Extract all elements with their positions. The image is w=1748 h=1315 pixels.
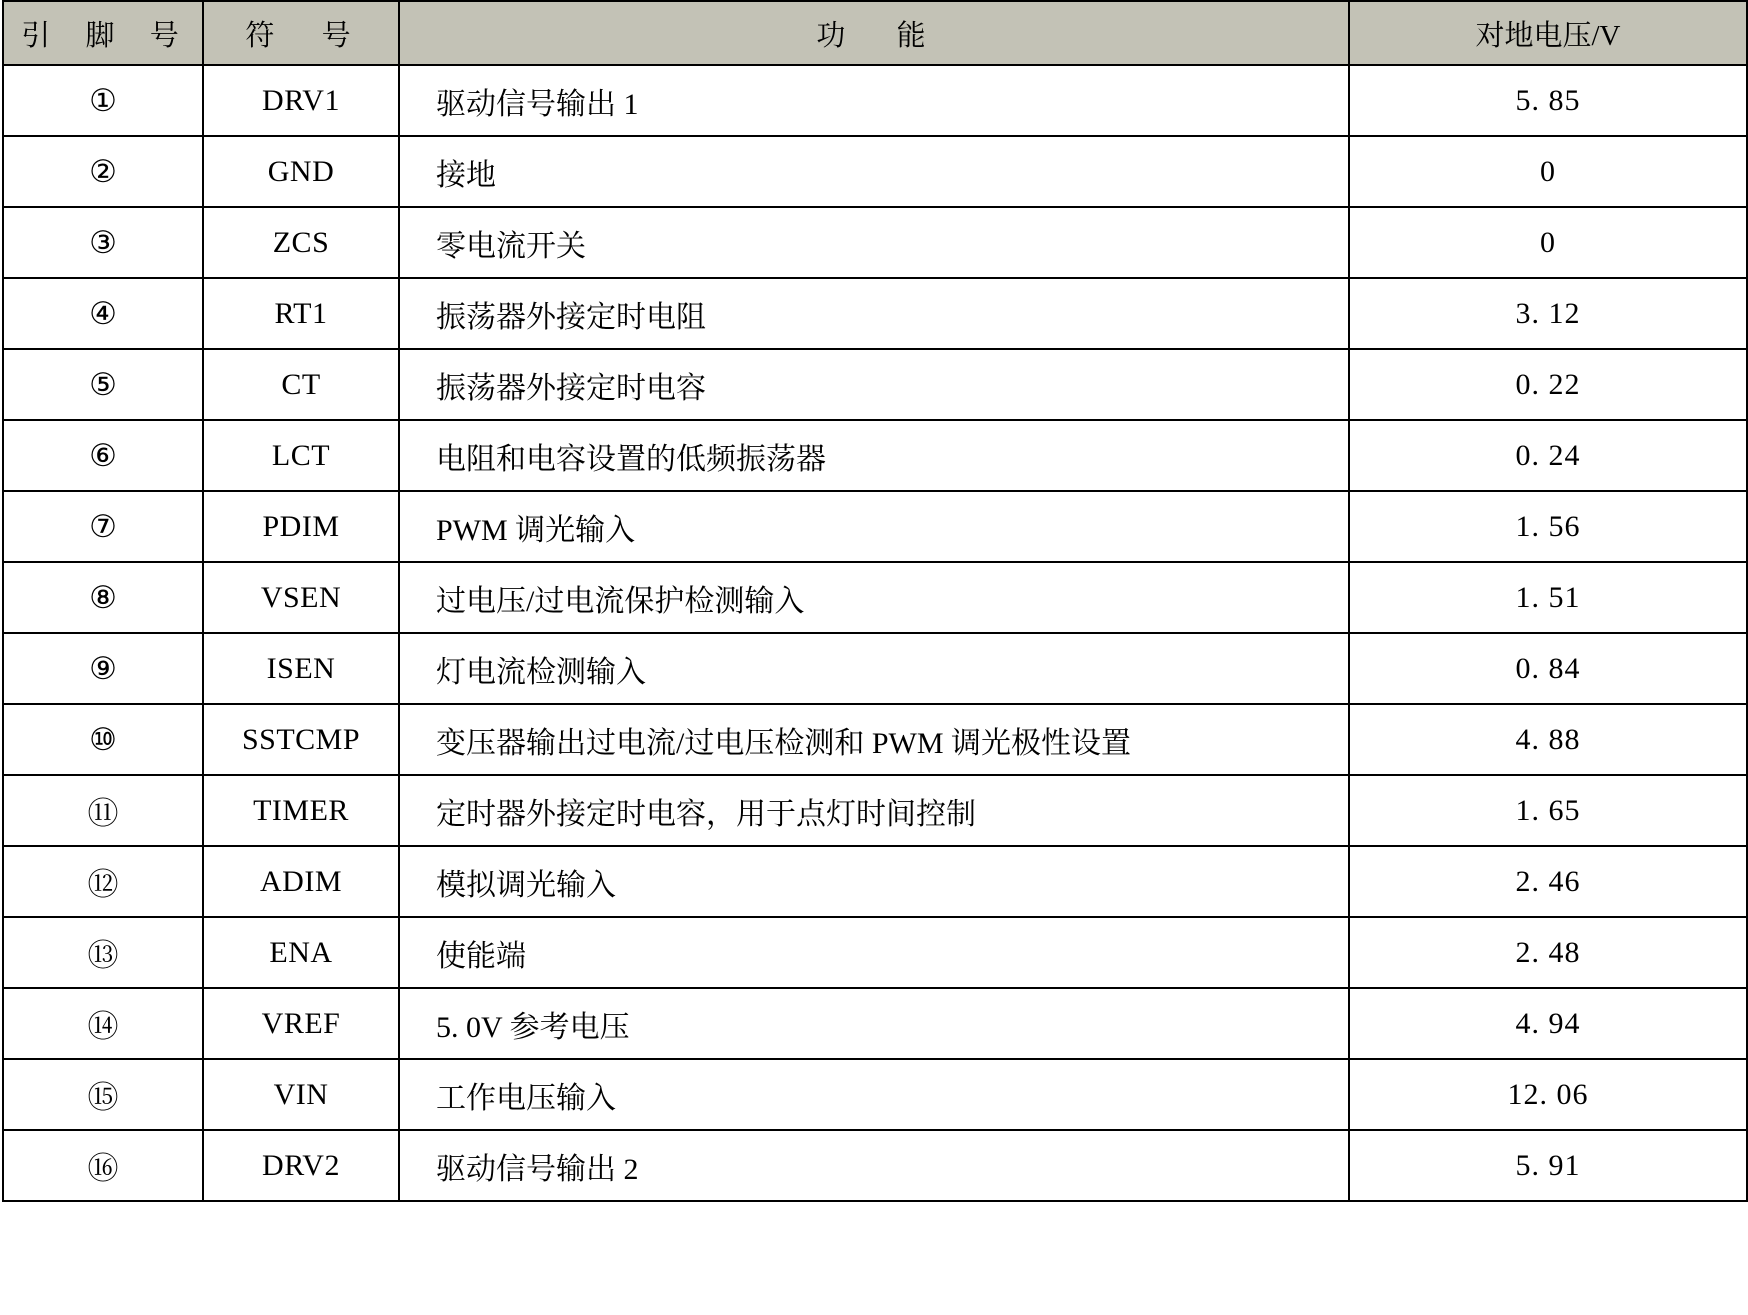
cell-pin-number: ⑤ [3, 349, 203, 420]
cell-voltage: 5. 85 [1349, 65, 1747, 136]
cell-function: 灯电流检测输入 [399, 633, 1349, 704]
cell-symbol: VREF [203, 988, 399, 1059]
cell-pin-number: ⑥ [3, 420, 203, 491]
cell-pin-number: ① [3, 65, 203, 136]
cell-symbol: ZCS [203, 207, 399, 278]
cell-pin-number: ⑧ [3, 562, 203, 633]
pin-function-table [2, 0, 1748, 1202]
cell-function: 变压器输出过电流/过电压检测和 PWM 调光极性设置 [399, 704, 1349, 775]
table-row [3, 704, 1747, 775]
table-row [3, 1130, 1747, 1201]
cell-function: 工作电压输入 [399, 1059, 1349, 1130]
cell-symbol: DRV2 [203, 1130, 399, 1201]
cell-symbol: PDIM [203, 491, 399, 562]
cell-function: 电阻和电容设置的低频振荡器 [399, 420, 1349, 491]
cell-function: 5. 0V 参考电压 [399, 988, 1349, 1059]
table-row [3, 278, 1747, 349]
table-row [3, 420, 1747, 491]
cell-voltage: 1. 56 [1349, 491, 1747, 562]
cell-voltage: 2. 48 [1349, 917, 1747, 988]
cell-voltage: 0 [1349, 207, 1747, 278]
cell-pin-number: ③ [3, 207, 203, 278]
table-row [3, 633, 1747, 704]
column-header-voltage: 对地电压/V [1349, 1, 1747, 65]
cell-function: 过电压/过电流保护检测输入 [399, 562, 1349, 633]
table-header-row [3, 1, 1747, 65]
cell-voltage: 0. 22 [1349, 349, 1747, 420]
cell-function: 驱动信号输出 2 [399, 1130, 1349, 1201]
cell-function: 驱动信号输出 1 [399, 65, 1349, 136]
cell-symbol: VSEN [203, 562, 399, 633]
table-row [3, 207, 1747, 278]
table-row [3, 1059, 1747, 1130]
cell-function: 模拟调光输入 [399, 846, 1349, 917]
cell-pin-number: ⑪ [3, 775, 203, 846]
column-header-symbol: 符 号 [203, 1, 399, 65]
cell-symbol: SSTCMP [203, 704, 399, 775]
table-row [3, 562, 1747, 633]
table-row [3, 917, 1747, 988]
table-row [3, 846, 1747, 917]
cell-voltage: 2. 46 [1349, 846, 1747, 917]
cell-pin-number: ⑩ [3, 704, 203, 775]
cell-function: 接地 [399, 136, 1349, 207]
cell-function: 使能端 [399, 917, 1349, 988]
cell-function: 定时器外接定时电容，用于点灯时间控制 [399, 775, 1349, 846]
cell-symbol: DRV1 [203, 65, 399, 136]
cell-symbol: RT1 [203, 278, 399, 349]
cell-pin-number: ⑯ [3, 1130, 203, 1201]
cell-symbol: TIMER [203, 775, 399, 846]
cell-pin-number: ⑦ [3, 491, 203, 562]
cell-function: 零电流开关 [399, 207, 1349, 278]
column-header-function: 功 能 [399, 1, 1349, 65]
table-row [3, 65, 1747, 136]
cell-voltage: 0. 84 [1349, 633, 1747, 704]
cell-symbol: LCT [203, 420, 399, 491]
cell-symbol: ADIM [203, 846, 399, 917]
table-row [3, 775, 1747, 846]
cell-function: PWM 调光输入 [399, 491, 1349, 562]
table-row [3, 491, 1747, 562]
cell-symbol: ISEN [203, 633, 399, 704]
cell-voltage: 12. 06 [1349, 1059, 1747, 1130]
cell-voltage: 5. 91 [1349, 1130, 1747, 1201]
cell-voltage: 1. 51 [1349, 562, 1747, 633]
cell-voltage: 4. 88 [1349, 704, 1747, 775]
cell-function: 振荡器外接定时电容 [399, 349, 1349, 420]
cell-voltage: 1. 65 [1349, 775, 1747, 846]
cell-voltage: 0. 24 [1349, 420, 1747, 491]
cell-pin-number: ② [3, 136, 203, 207]
cell-pin-number: ④ [3, 278, 203, 349]
cell-pin-number: ⑬ [3, 917, 203, 988]
column-header-pin-number: 引 脚 号 [3, 1, 203, 65]
cell-voltage: 3. 12 [1349, 278, 1747, 349]
table-header [3, 1, 1747, 65]
cell-pin-number: ⑫ [3, 846, 203, 917]
cell-pin-number: ⑮ [3, 1059, 203, 1130]
cell-symbol: ENA [203, 917, 399, 988]
cell-symbol: GND [203, 136, 399, 207]
table-body [3, 65, 1747, 1201]
cell-voltage: 4. 94 [1349, 988, 1747, 1059]
table-row [3, 136, 1747, 207]
cell-symbol: VIN [203, 1059, 399, 1130]
cell-function: 振荡器外接定时电阻 [399, 278, 1349, 349]
table-row [3, 349, 1747, 420]
table-row [3, 988, 1747, 1059]
cell-pin-number: ⑭ [3, 988, 203, 1059]
cell-symbol: CT [203, 349, 399, 420]
cell-voltage: 0 [1349, 136, 1747, 207]
cell-pin-number: ⑨ [3, 633, 203, 704]
